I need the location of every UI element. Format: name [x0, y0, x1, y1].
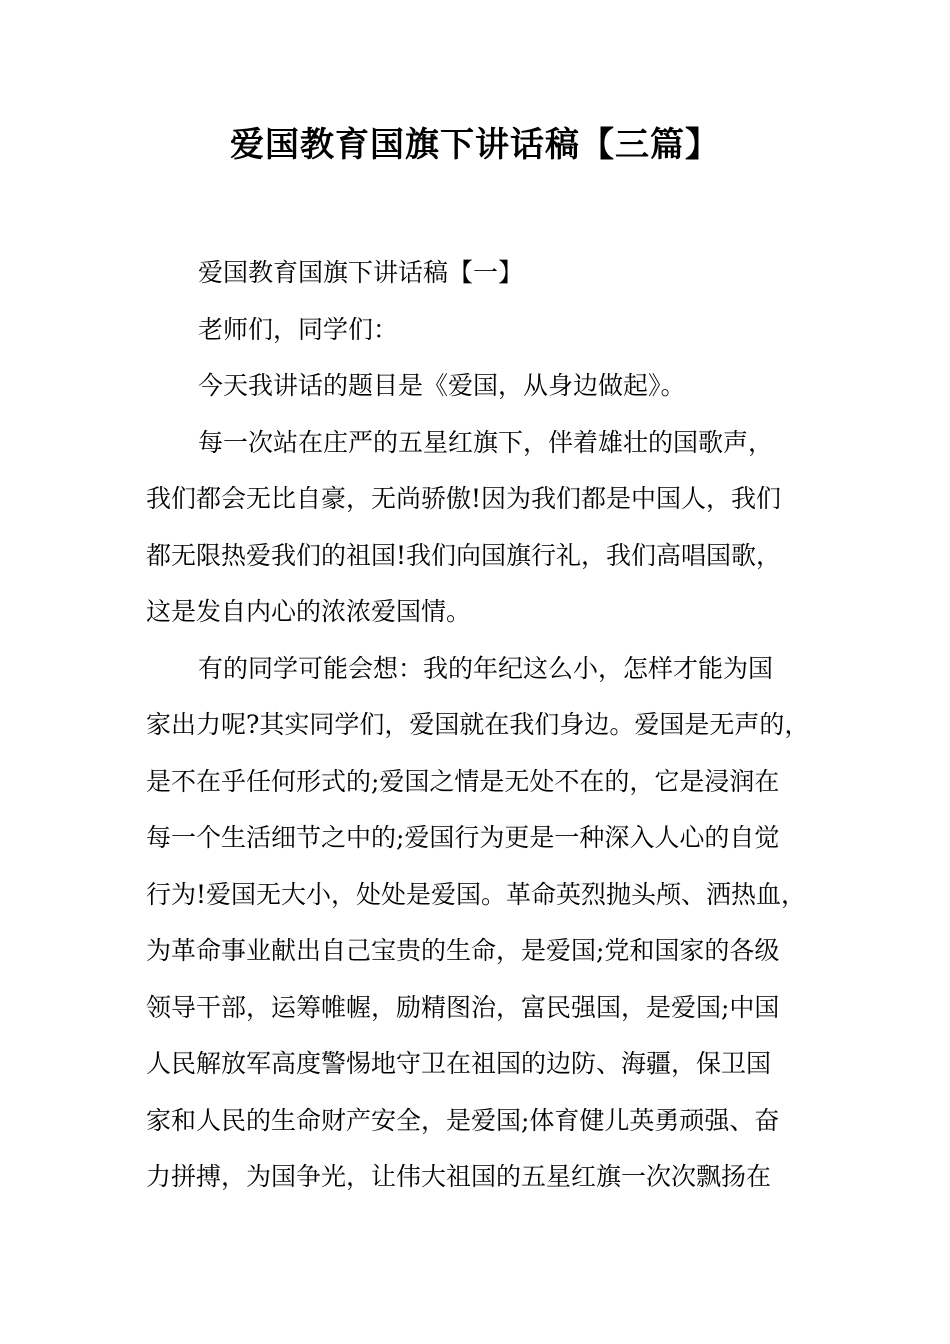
paragraph-line: 都无限热爱我们的祖国!我们向国旗行礼，我们高唱国歌，	[146, 540, 782, 570]
paragraph-line: 力拼搏，为国争光，让伟大祖国的五星红旗一次次飘扬在	[146, 1162, 772, 1191]
paragraph-line: 每一个生活细节之中的;爱国行为更是一种深入人心的自觉	[146, 823, 780, 852]
paragraph-line: 有的同学可能会想：我的年纪这么小，怎样才能为国	[198, 653, 774, 683]
section-heading: 爱国教育国旗下讲话稿【一】	[198, 258, 524, 287]
paragraph-line: 每一次站在庄严的五星红旗下，伴着雄壮的国歌声，	[198, 427, 774, 457]
paragraph-line: 领导干部，运筹帷幄，励精图治，富民强国，是爱国;中国	[146, 992, 780, 1022]
paragraph-line: 我们都会无比自豪，无尚骄傲!因为我们都是中国人，我们	[146, 484, 782, 513]
paragraph-line: 为革命事业献出自己宝贵的生命，是爱国;党和国家的各级	[146, 936, 780, 965]
paragraph-line: 是不在乎任何形式的;爱国之情是无处不在的，它是浸润在	[146, 766, 780, 796]
document-title: 爱国教育国旗下讲话稿【三篇】	[230, 125, 720, 165]
paragraph-line: 这是发自内心的浓浓爱国情。	[146, 597, 472, 626]
paragraph-line: 今天我讲话的题目是《爱国，从身边做起》。	[198, 371, 686, 400]
paragraph-line: 家和人民的生命财产安全，是爱国;体育健儿英勇顽强、奋	[146, 1105, 780, 1135]
paragraph-line: 行为!爱国无大小，处处是爱国。革命英烈抛头颅、洒热血，	[146, 879, 807, 909]
document-body	[146, 245, 826, 1206]
salutation: 老师们，同学们：	[198, 314, 399, 344]
paragraph-line: 家出力呢?其实同学们，爱国就在我们身边。爱国是无声的，	[146, 710, 810, 739]
paragraph-line: 人民解放军高度警惕地守卫在祖国的边防、海疆，保卫国	[146, 1049, 772, 1078]
